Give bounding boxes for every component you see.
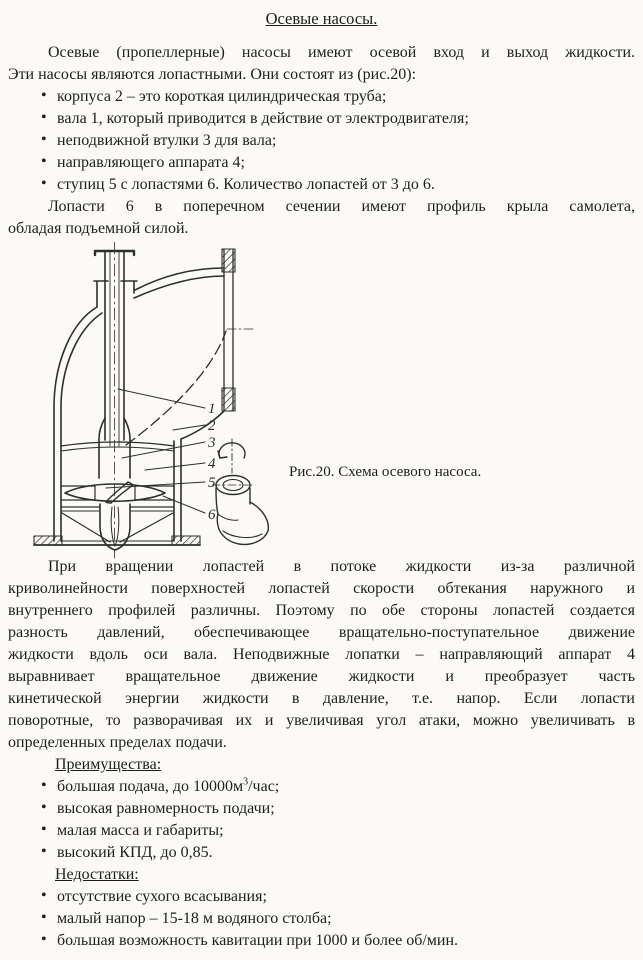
list-item: • вала 1, который приводится в действие от электродвигателя; bbox=[8, 108, 635, 130]
part-label-6: 6 bbox=[208, 507, 216, 523]
base-foot bbox=[172, 536, 200, 545]
list-item: • малый напор – 15-18 м водяного столба; bbox=[8, 908, 635, 930]
text-line: внутреннего профилей различны. Поэтому по обе стороны лопастей создается bbox=[8, 602, 635, 619]
text-line: жидкости вдоль оси вала. Неподвижные лопатки – направляющий аппарат 4 bbox=[8, 646, 635, 663]
axial-pump-schematic-drawing bbox=[32, 242, 332, 560]
text-line: выравнивает вращательное движение жидкости и преобразует часть bbox=[8, 668, 635, 685]
figure-caption: Рис.20. Схема осевого насоса. bbox=[289, 464, 482, 480]
list-item: • неподвижной втулки 3 для вала; bbox=[8, 130, 635, 152]
advantage-text: /час; bbox=[248, 778, 280, 795]
list-item: • большая возможность кавитации при 1000 и более об/мин. bbox=[8, 930, 635, 952]
discharge-flange bbox=[222, 388, 235, 411]
list-item: • корпуса 2 – это короткая цилиндрическая труба; bbox=[8, 86, 635, 108]
text-line: Осевые (пропеллерные) насосы имеют осевой вход и выход жидкости. bbox=[48, 44, 635, 61]
components-list bbox=[8, 86, 635, 196]
text-line: криволинейности поверхностей лопастей скорости обтекания наружного и bbox=[8, 580, 635, 597]
advantages-heading: Преимущества: bbox=[55, 756, 162, 773]
disadvantages-heading: Недостатки: bbox=[55, 866, 139, 883]
superscript: 3 bbox=[243, 776, 249, 788]
list-item: • направляющего аппарата 4; bbox=[8, 152, 635, 174]
text-line: При вращении лопастей в потоке жидкости из-за различной bbox=[48, 558, 635, 575]
inset-blade bbox=[217, 502, 268, 544]
list-item: • высокий КПД, до 0,85. bbox=[8, 842, 635, 864]
text-line: разность давлений, обеспечивающее вращательно-поступательное движение bbox=[8, 624, 635, 641]
discharge-flange bbox=[222, 249, 235, 272]
part-label-1: 1 bbox=[208, 401, 216, 417]
suction-fairing bbox=[100, 504, 130, 550]
intro-paragraph bbox=[8, 42, 635, 86]
text-line: обладая подъемной силой. bbox=[8, 220, 189, 237]
discharge-elbow bbox=[135, 268, 224, 290]
base-foot bbox=[34, 536, 62, 545]
list-item: • малая масса и габариты; bbox=[8, 820, 635, 842]
principle-paragraph bbox=[8, 556, 635, 754]
list-item bbox=[8, 776, 635, 798]
stuffing-box bbox=[94, 281, 137, 307]
text-line: поворотные, то разворачивая их и увеличивая угол атаки, можно увеличивать в bbox=[8, 712, 635, 729]
text-line: Эти насосы являются лопастными. Они состоят из (рис.20): bbox=[8, 66, 417, 83]
blade-profile-paragraph bbox=[8, 196, 635, 240]
list-item: • высокая равномерность подачи; bbox=[8, 798, 635, 820]
disadvantages-list bbox=[8, 886, 635, 952]
text-line: Лопасти 6 в поперечном сечении имеют профиль крыла самолета, bbox=[48, 198, 635, 215]
advantage-text: большая подача, до 10000м bbox=[57, 778, 244, 795]
page-title: Осевые насосы. bbox=[265, 9, 378, 28]
part-label-2: 2 bbox=[208, 418, 216, 434]
text-line: кинетической энергии жидкости в давление, т.е. напор. Если лопасти bbox=[8, 690, 635, 707]
list-item: • ступиц 5 с лопастями 6. Количество лопастей от 3 до 6. bbox=[8, 174, 635, 196]
part-label-4: 4 bbox=[208, 456, 216, 472]
part-label-5: 5 bbox=[208, 475, 216, 491]
part-number-labels bbox=[207, 401, 216, 523]
part-label-3: 3 bbox=[208, 435, 216, 451]
advantages-list bbox=[8, 776, 635, 864]
shaft-fairing bbox=[99, 418, 105, 478]
figure-20 bbox=[8, 240, 635, 556]
guide-vane-ring bbox=[61, 442, 174, 446]
text-line: определенных пределах подачи. bbox=[8, 734, 227, 751]
list-item: • отсутствие сухого всасывания; bbox=[8, 886, 635, 908]
impeller-inset bbox=[212, 439, 268, 544]
